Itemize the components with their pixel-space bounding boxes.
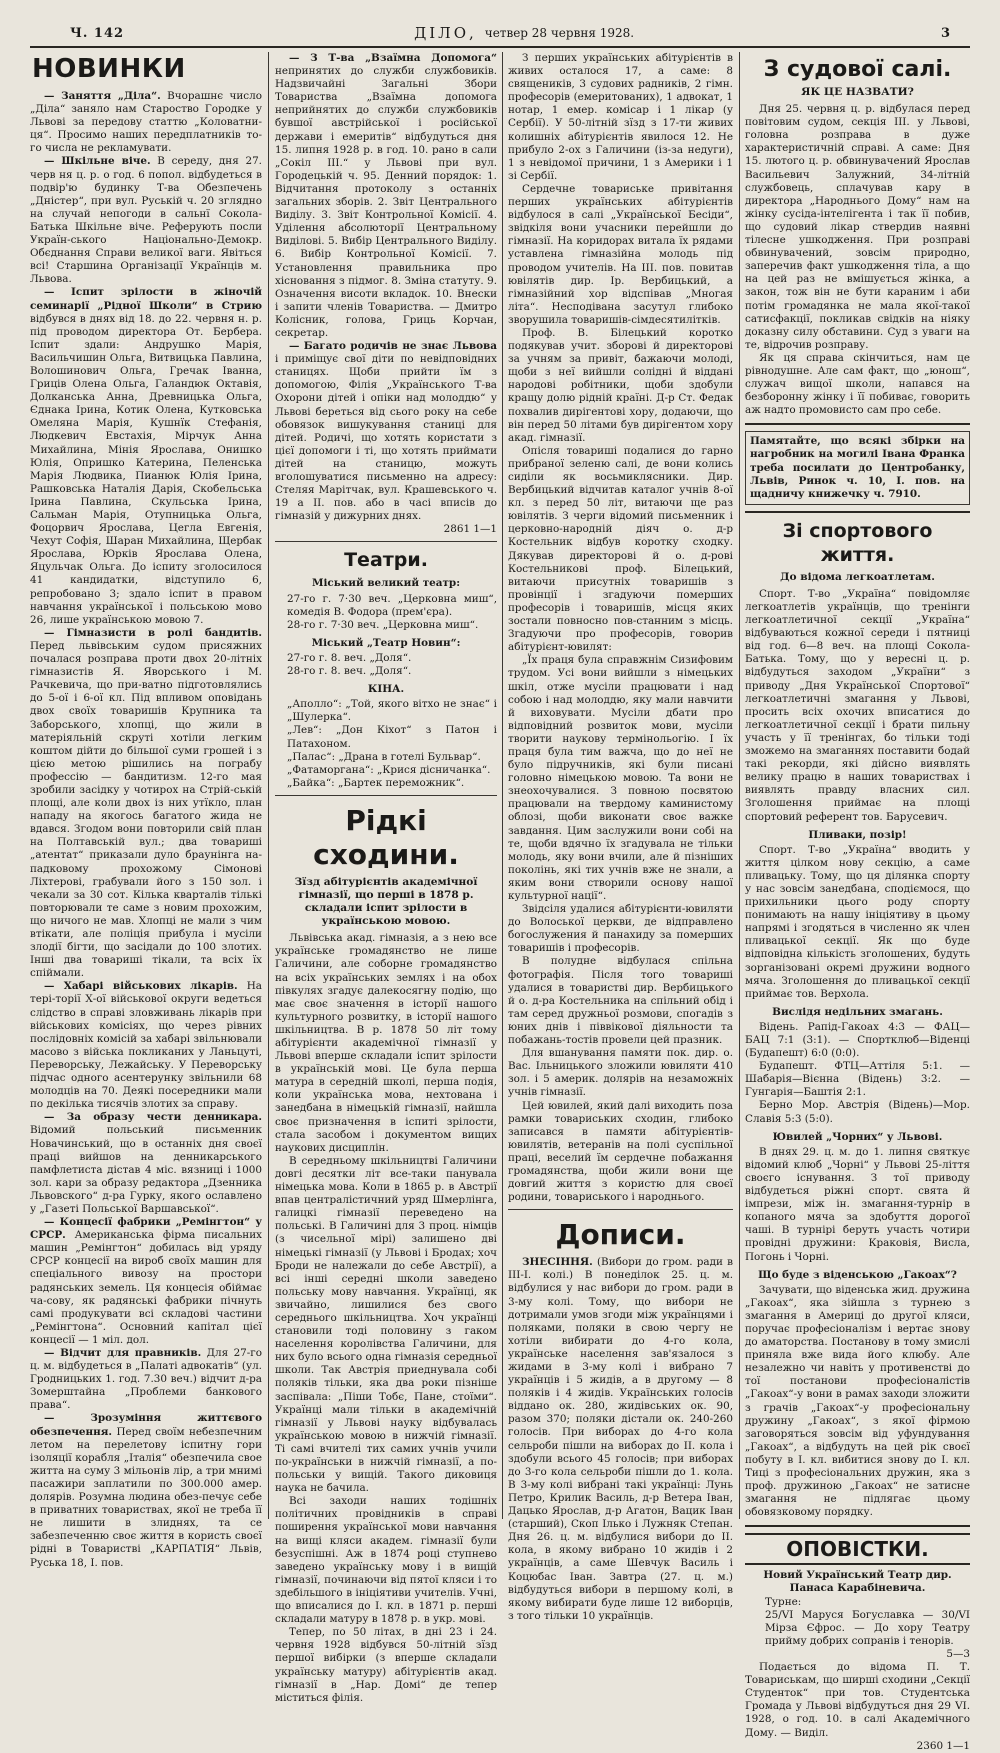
hakoah-subheading: Що буде з віденською „Гакоах“?: [758, 1268, 957, 1281]
divider: [508, 1209, 733, 1210]
news-item: [30, 90, 262, 155]
news-item-title: — Зрозуміння життєвого обезпечення.: [30, 1412, 262, 1438]
news-item-text: непринятих до служби службовиків. Надзвичайні Загальні Збори Товариства „Взаїмна допомога неприйнятих до служби службовиків бувшої австрійської і російської держави і емеритів“ відбудуться дня 15. липня 1928 р. в год. 10. рано в сали „Сокіл ІІІ.“ у Львові при вул. Городецькій ч. 95. Денний порядок: 1. Відчитання протоколу з останніх загальних зборів. 2. Звіт Центрального Виділу. 3. Звіт Контрольної Комісії. 4. Уділення абсолюторії Центральному Виділові. 5. Вибір Центрального Виділу. 6. Вибір Контрольної Комісії. 7. Установлення правильника про хісновання з підмог. 8. Зміна статуту. 9. Означення висоти вкладок. 10. Внески і запити членів Товариства. — Дмитро Колісник, голова, Гриць Корчан, секретар.: [275, 65, 497, 339]
news-item-text: відбувся в днях від 18. до 22. червня н. р. під проводом директора От. Бербера. Іспит здали: Андрушко Марія, Васильчишин Ольга, Витвицька Павлина, Волошинович Ольга, Гречак Іванна, Гриців Олена Ольга, Галандюк Октавія, Долканська Анна, Древницька Ольга, Єднака Ірина, Котик Олена, Кутковська Омеляна Марія, Кушнїк Стефанія, Людкевич Евстахія, Мірчук Анна Михайлина, Мінія Ярослава, Онишко Юлія, Опришко Катерина, Пеленська Марія Людвика, Пианюк Юлія Ірина, Рашковська Наталія Дарія, Скобельська Ірина Павлина, Скульська Ірина, Сальман Марія, Отупницька Ольга, Фоцорвич Ярослава, Цегла Евгенія, Чехут Софія, Шаран Михайлина, Щербак Ярослава, Юрків Ярослава Олена, Яцульчак Ольга. До іспиту зголосилося 41 кандидатки, відступило 6, репробовано 3; здало іспит в правом навчання української і польською мово 26, лише українською мовою 7.: [30, 312, 262, 626]
report-place: ЗНЕСІННЯ.: [522, 1256, 593, 1269]
column-two: [275, 52, 497, 1704]
news-item-text: Для 27-го ц. м. відбудеться в „Палаті адвокатів“ (ул. Гродницьких 1. год. 7.30 веч.) відчит д-ра Зомерштайна „Проблеми банкового права“.: [30, 1347, 262, 1412]
court-paragraph: Дня 25. червня ц. р. відбулася перед повітовим судом, секція ІІІ. у Львові, головна розправа в дуже характеристичній справі. А саме: Дня 15. лютого ц. р. обвинувачений Ярослав Васильевич Залужний, 34-літній службовець, сплачував кару в директора „Народнього Дому“ нам на жінку сусіда-інтелігента і так її побив, що судовий лікар ствердив наявні тілесне ушкодження. При розправі обвинувачений, зовсім природно, заперечив факт ушкодження тіла, а що на цей раз не вмішується жінка, а закон, тож він не бути караним і аби потім громадянка не мала якої-такої сатисфакції, покликав свідків на ніяку доказну силу обставини. Суд з уваги на те, відрочив розправу.: [745, 103, 970, 351]
court-subheading: ЯК ЦЕ НАЗВАТИ?: [801, 86, 914, 98]
divider: [275, 795, 497, 796]
column-news: [30, 52, 263, 1569]
news-items-cont: [275, 52, 497, 523]
article-paragraph: Проф. В. Білецький коротко подякував учит. зборові й директорові за учням за привіт, бажаючи молоді, щоби з неї вийшли солідні й віддані народові робітники, щоби здобули кращу долю рідній країні. Д-р Ст. Федак похвалив дирігентові хору, додаючи, що він перед 50 літами був дирігентом хору акад. гімназії.: [508, 326, 733, 444]
news-item: [275, 52, 497, 340]
section-heading-notices: ОПОВІСТКИ.: [745, 1533, 970, 1565]
article-paragraph: „Їх праця була справжнім Сизифовим трудом. Усі вони вийшли з німецьких шкіл, отже мусіли працювати і над собою і над молоддю, яку мали навчити й виховувати. Мусіли дбати про відповідний розвиток мови, мусіли творити наукову термінольогію. І їх праця була тим важча, що до неї не було підручників, які були писані головно німецькою мовою. Та вони не знеохочувалися. З повною посвятою працювали на твердому каминистому облозі, щоби виконати своє важке завдання. Цим заслужили вони собі на те, щоби вдячно їх згадувала не тільки молодь, яку вони вчили, але й пізніших поколінь, які тих учнів вже не знали, а яким вони створили основу нашої культурної нації“.: [508, 654, 733, 902]
student-notice: Подається до відома П. Т. Товариськам, що ширші сходини „Секції Студенток“ при тов. Студентська Громада у Львові відбудуться дня 29 VI. 1928, о год. 10. в салі Академічного Дому. — Виділ.: [745, 1661, 970, 1739]
article-paragraph: Для вшанування памяти пок. дир. о. Вас. Ільницького зложили ювиляти 410 зол. і 5 америк. долярів на незаможніх учнів гімназії.: [508, 1047, 733, 1099]
report-text: (Вибори до гром. ради в ІІІ-І. колі.) В понеділок 25. ц. м. відбулися у нас вибори до гром. ради в 3-му колі. Тому, що вибори не дотримали умов згоди між українцями і поляками, поляки в свою чергу не хотіли вибирати до 4-го кола, українське населення зав'язалося з жидами в 3-му колі і вибрано 7 українців і 5 жидів, а в другому — 8 поляків і 4 жидів. Українських голосів віддано ок. 280, жидівських ок. 90, разом 370; поляки дістали ок. 240-260 голосів. При виборах до 4-го кола сельроби пішли на виборах до ІІ. кола і здобули всього 45 голосів; при виборах до 3-го кола сельроби пішли до 1. кола. В 3-му колі вибрані такі українці: Лунь Петро, Крилик Василь, д-р Ветера Іван, Дацько Ярослав, д-р Агатон, Вацик Іван (старший), Скоп Ілько і Лужняк Степан. Дня 26. ц. м. відбулися вибори до ІІ. кола, в якому вибрано 10 жидів і 2 українців, а саме Шевчук Василь і Коцюбас Іван. Завтра (27. ц. м.) відбудуться вибори в першому колі, в якому вибирати буде лише 12 виборців, з того тільки 10 українців.: [508, 1256, 733, 1622]
news-item-title: — Іспит зрілости в жіночій семинарії „Рідної Школи“ в Стрию: [30, 286, 262, 312]
news-item: [30, 1216, 262, 1347]
listing-line: „Палас“: „Драна в готелі Бульвар“.: [287, 750, 481, 763]
article-paragraph: В середньому шкільництві Галичини довгі десятки літ все-таки панувала німецька мова. Коли в 1865 р. в Австрії впав централістичний уряд Шмерлінга, галицкі гімназії переведено на польські. В Галичині для 3 проц. німців (з чисельної мірі) залишено дві німецькі гімназії (у Львові і Бродах; хоч Броди не належали до себе Австрії), а всі інші середні школи заведено польську мову навчання. Українці, як звичайно, лишилися без свого середнього шкільництва. Хоч українці становили тоді половину з гаком населення королівства Галичини, для них було всього одна гімназія середньої школи. Так Австрія приеднувала собі поляків тільки, яка два роки пізніше заспівала: „Піши Тобє, Пане, стоїми“. Українці мали тільки в академічній гімназії у Львові науку відбувалась українською мовою в нижчій гімназії. Ті самі вчителі тих самих учнів учили по-українськи в нижчій гімназії, а по-польськи у вищій. Такого диковиця наука не бачила.: [275, 1154, 497, 1495]
news-item: [30, 1412, 262, 1569]
news-item: [275, 340, 497, 523]
news-item: [30, 1347, 262, 1412]
theatre-notice-title: Новий Український Театр дир. Панаса Карабіневича.: [763, 1569, 952, 1595]
issue-number: Ч. 142: [70, 25, 125, 41]
column-four: [745, 52, 970, 1752]
article-paragraph: Всі заходи наших тодішніх політичних провідників в справі поширення української мови навчання на вищі кляси академ. гімназії були безуспішні. Аж в 1874 році ступнево заведено українську мову і в вищій гімназії, починаючи від пятої кляси і то здебільшого в ініціятиви учителів. Учні, що вписалися до І. кл. в 1871 р. перші складали матуру в 1878 р. в укр. мові.: [275, 1495, 497, 1626]
result-line: Будапешт. ФТЦ—Аттіля 5:1. — Шабарія—Вієнна (Відень) 3:2. — Гунгарія—Баштія 2:1.: [745, 1060, 970, 1099]
article-paragraph: Звідсіля удалися абітурієнти-ювиляти до Волоської церкви, де відправлено богослужения й панахиду за померших товаришів і професорів.: [508, 903, 733, 955]
news-item-title: — Шкільне віче.: [44, 155, 151, 168]
results-list: [745, 1021, 970, 1126]
result-line: Відень. Рапід-Гакоах 4:3 — ФАЦ—БАЦ 7:1 (3:1). — Спортклюб—Віденці (Будапешт) 6:0 (0:0).: [745, 1020, 970, 1060]
article-paragraph: Тепер, по 50 літах, в дні 23 і 24. червня 1928 відбувся 50-літній зїзд першої вибірки (з вперше складали українську матуру) абітурієнтів акад. гімназії в „Нар. Домі“ де тепер міститься філія.: [275, 1626, 497, 1704]
listing-line: „Аполло“: „Той, якого вітхо не знає“ і „Шулерка“.: [287, 698, 497, 724]
news-item-text: На тері-торії Х-ої військової округи ведеться слідство в справі зловживань лікарів при військових комісіях, що через рівних послідовніх комісій за хабарі звільнювали масово з війська покликаних у Ланьцуті, Переворську, Лежайську. У Переворську підчас одного асентерунку звільнили 68 молодців на 70. Деякі посередники мали по декілька тисячів злотих за справу.: [30, 980, 263, 1111]
news-item-title: — За образу чести денникара.: [44, 1111, 262, 1124]
article-paragraph: Львівська акад. гімназія, а з нею все українське громадянство не лише Галичини, але соборне громадянство на всіх українських землях і на обох півкулях згадує далекосягну подію, що має своє значення в історії нашого культурного розвитку, в історії нашого шкільництва. В р. 1878 50 літ тому абітурієнти академічної гімназії у Львові вперше складали іспит зрілости в українській мові. Це була перша матура в середній школі, перша подія, коли українська мова, нехтована і занедбана в німецькій гімназії, найшла своє призначення в іспиті зрілости, стала засобом і документом вищих наукових дисциплін.: [275, 932, 497, 1154]
news-item-text: В середу, дня 27. черв ня ц. р. о год. 6 попол. відбудеться в подвір'ю будинку Т-ва Обезпечень „Дністер“, при вул. Руській ч. 20 зглядно на случай непогоди в сальнї Сокола-Батька Шкільне віче. Реферують посли Україн-ського Національно-Демокр. Обєднання Справи великої ваги. Явіться всі! Старшина Організації Українців м. Львова.: [30, 155, 262, 286]
cinema-subheading: КІНА.: [367, 683, 405, 696]
news-item-title: — Гімназисти в ролі бандитів.: [44, 626, 262, 639]
news-item: [30, 286, 262, 626]
swim-subheading: Пливаки, позір!: [808, 828, 907, 841]
divider: [745, 423, 970, 425]
swim-paragraph: Спорт. Т-во „Україна“ вводить у життя цілком нову секцію, а саме пливацьку. Тому, що ця ділянка спорту у нас зовсім занедбана, сподіємося, що прихильники цього роду спорту понимають на нашу ініціятиву в цьому напрямі і згодяться в численно як член пливацької секції. Як що буде відповідна кількість зголошених, будуть зорганізовані окремі дружини водного мяча. Зголошення до пливацької секції приймає тов. Верхола.: [745, 843, 970, 1000]
news-item-text: Американська фірма писальних машин „Ремінгтон“ добилась від уряду СРСР концесії на вироб своїх машин для спеціального вивозу на простори радянських земель. Ця концесія обіймає ча-сову, як радянські фабрики пічнуть самі продукувати всі складові частини „Ремінгтона“. Основний капітал цієї концесії — 1 міл. дол.: [30, 1229, 262, 1346]
notice-signature: 5—3: [946, 1647, 970, 1660]
listing-line: 28-го г. 7·30 веч. „Церковна миш“.: [287, 618, 479, 631]
section-heading-court: З судової салі.: [763, 57, 952, 82]
theatre-new-subheading: Міський „Театр Новин“:: [311, 636, 461, 649]
article-heading-rare-meeting: Рідкі сходини.: [313, 803, 459, 871]
news-item: [30, 155, 262, 286]
divider: [275, 541, 497, 542]
section-heading-theatres: Театри.: [344, 549, 428, 572]
column-divider: [502, 52, 503, 1519]
listing-line: „Фатаморгана“: „Крися дісничанка“.: [287, 763, 491, 776]
article-paragraph: В полудне відбулася спільна фотографія. Після того товариші удалися в товаристві дир. Вербицького й о. д-ра Костельника на спільний обід і там серед дружньої розмови, спогадів з юних днів і піввікової діяльности та побажань-тостів провели цей празник.: [508, 955, 733, 1047]
listing-line: „Байка“: „Бартек переможник“.: [287, 776, 465, 789]
sport-subheading: До відома легкоатлетам.: [780, 570, 935, 583]
issue-date: четвер 28 червня 1928.: [484, 26, 635, 40]
news-item-text: Вчорашнє число „Діла“ заняло нам Староство Городке у Львові за передову статтю „Коловатни-ця“. Просимо наших передплатників то-го числа не рекламувати.: [30, 90, 262, 155]
listing-line: 27-го г. 8. веч. „Доля“.: [287, 651, 412, 664]
news-item-title: — З Т-ва „Взаїмна Допомога“: [289, 52, 497, 64]
news-item-text: Перед львівським судом присяжних почалася розправа проти двох 20-літніх гімназистів Я. Яворського і М. Рачкевича, що при-ватно підготовлялись до 5-ої і 6-ої кл. Під впливом оповідань двох своїх товаришів Крупника та Заборського, хлопці, що жили в матеріяльній скруті хотіли легким коштом дійти до більшої суми грошей і з цією метою рішились на пограбу профессію — бандитизм. 12-го мая зробили засідку у чотирох на Стрій-ській площі, але коли двох із них утїкло, план нападу на якогось багатого жида не вдався. Згодом вони повторили свій план на Полтавській вул.; два товариші „атентат“ приказали дуло браунінга на-падковому прохожому Сімонові Ліхтерові, грабували його з 150 зол. і чекали за 30 сот. Кілька кварталів тількі повторювали те саме з новим прохожим, що ничого не мав. Хлопці не мали з чим втікати, але поліція прибула і мусіли злодії бігти, що засідали до 100 злотих. Інші два товариші тікали, та всіх їх спіймали.: [30, 639, 262, 980]
article-body: [275, 932, 497, 1705]
article-body-cont: [508, 52, 733, 1204]
theatre-city-listing: [275, 593, 497, 632]
article-paragraph: Цей ювилей, який далі виходить поза рамки товариських сходин, глибоко записався в памяти абітурієнтів-ювилятів, ветеранів на полі суспільної праці, веселий їм сердечне побажання громадянства, щоби жили вони ще довгий життя з користю для своєї родини, товариського і народнього.: [508, 1099, 733, 1204]
newspaper-title: ДІЛО,: [414, 24, 477, 42]
news-item-text: Перед своїм небезпечним летом на перелетову іспитну гори ізоляції корабля „Італія“ обезпечила свое житта на суму 3 мільонів лір, а три мнимі пасажири заплатили по 300.000 амер. долярів. Розумна людина обез-печує себе в приватних товариствах, якої не треба її не лишити в злиднях, та се забезпеченню своє життя в користь своєї рідні в Товаристві „КАРПАТІЯ“ Львів, Руська 18, І. пов.: [30, 1425, 262, 1569]
sport-paragraph: Спорт. Т-во „Україна“ повідомляє легкоатлетів українців, що тренінги легкоатлетичної секції „Україна“ відбуваються кожної середи і пятниці від год. 6—8 веч. на площі Сокола-Батька. Тому, що у вересні ц. р. відбудуться заходом „України“ з приводу „Дня Української Спортової“ легкоатлетичні змагання у Львові, просить всіх охочих вписатися до легкоатлетичної секції і брати пильну участь у її тренінгах, бо тільки тоді зможемо на змаганнях поставити бодай такі рекорди, які дійсно виявлять велику працю в наших товариствах і виявлять правду власних сил. Зголошення приймає на площі спортовий референт тов. Барусевич.: [745, 587, 970, 823]
column-divider: [268, 52, 269, 1519]
article-paragraph: З перших українських абітурієнтів в живих осталося 17, а саме: 8 священиків, 3 судових радників, 2 гімн. професорів (емеритованих), 1 адвокат, 1 нотар, 1 емер. комісар і 1 лікар (у Сербії). У 50-літній зїзд з 17-ти живих колишніх абітурієнтів явилося 12. Не прибуло 2-ох з Галичини (із-за недуги), 1 з невідомої причини, 1 з Америки і 1 зі Сербії.: [508, 52, 733, 182]
column-divider: [739, 52, 740, 1519]
listing-line: 27-го г. 7·30 веч. „Церковна миш“, комедія В. Фодора (прем'єра).: [287, 592, 497, 618]
result-line: Берно Мор. Австрія (Відень)—Мор. Славія 5:3 (5:0).: [745, 1099, 970, 1125]
court-article-body: [745, 103, 970, 417]
page-number: 3: [940, 25, 950, 41]
jubilee-paragraph: В днях 29. ц. м. до 1. липня святкує відомий клюб „Чорні“ у Львові 25-ліття своєго існування. З тої приводу відбудеться ріжні спорт. свята й імпрези, між ін. змагання-турнір в копаного мяча за здобуття дорогої чаші. В турнірі беруть участь чотири провідні дружини: Краковія, Висла, Погонь і Чорні.: [745, 1145, 970, 1263]
listing-line: „Лев“: „Дон Кіхот“ з Патон і Патахоном.: [287, 724, 497, 750]
results-subheading: Вислідя недільних змагань.: [772, 1005, 943, 1018]
notice-signature: 2861 1—1: [443, 523, 497, 536]
article-subheading: Зїзд абітурієнтів академічної гімназії, що перші в 1878 р. складали іспит зрілости в українською мовою.: [294, 875, 478, 928]
divider: [745, 511, 970, 513]
column-three: [508, 52, 733, 1622]
news-item-title: — Заняття „Діла“.: [44, 90, 161, 102]
theatre-new-listing: [275, 652, 497, 678]
tour-label: Турне:: [765, 1595, 802, 1608]
section-heading-sport: Зі спортового життя.: [782, 519, 933, 566]
listing-line: 28-го г. 8. веч. „Доля“.: [287, 665, 412, 678]
news-item-title: — Відчит для правників.: [44, 1347, 202, 1359]
theatre-city-subheading: Міський великий театр:: [311, 577, 461, 590]
article-paragraph: Сердечне товариське привітання перших українських абітурієнтів відбулося в салі „Української Бесіди“, звідкіля вони учасники перейшли до гімназії. На коридорах витала їх рядами уставлена гімназійна молодь під проводом учителів. На ІІІ. пов. повитав ювілятів дир. Ір. Вербицький, а гімназійний хор відспівав „Многая літа“. Несподівана засутул глибоко зворушила товаришів-сімдесятилітків.: [508, 182, 733, 326]
grave-fund-notice: Памятайте, що всякі збірки на нагробник на могилі Івана Франка треба посилати до Центробанку, Львів, Ринок ч. 10, І. пов. на щадничу книжечку ч. 7910.: [745, 431, 970, 504]
news-items: [30, 90, 262, 1570]
section-heading-reports: Дописи.: [555, 1218, 686, 1252]
news-item: [30, 980, 262, 1111]
section-heading-news: НОВИНКИ: [32, 54, 186, 84]
jubilee-subheading: Ювилей „Чорних“ у Львові.: [772, 1130, 943, 1143]
news-item-title: — Концесії фабрики „Ремінгтон“ у СРСР.: [30, 1216, 262, 1242]
hakoah-paragraph: Зачувати, що віденська жид. дружина „Гакоах“, яка зійшла з турнею з змагання в Америці до другої кляси, поручає професіоналізм і вертає знову до аматорства. Постанову в тому змислі приняла вже вида його клюбу. Але незалежно чи навіть у противенстві до тої постанови професіоналістів „Гакоах“-у вони в рамах заходи зложити з грачів „Гакоах“-у професіональну дружину „Гакоах“, з якої фірмою заговоряться зовсім від уфундування „Гакоах“, а відбудуть на цей рік своєї побуту в І. кл. вибитися знову до І. кл. Тиці з професіональних дружин, яка з проф. дружиною „Гакоах“ не затисне змагання не підлягає цьому обовязковому порядку.: [745, 1283, 970, 1519]
news-item: [30, 1111, 262, 1216]
cinema-listing: [275, 698, 497, 790]
report-paragraph: [508, 1256, 733, 1623]
tour-notice: 25/VI Маруся Богуславка — 30/VI Мірза Єфрос. — До хору Театру прийму добрих сопранів і тенорів.: [765, 1608, 970, 1647]
masthead-rule: [30, 46, 970, 48]
news-item: [30, 627, 262, 981]
divider: [745, 1525, 970, 1527]
notice-signature: 2360 1—1: [916, 1739, 970, 1752]
court-paragraph: Як ця справа скінчиться, нам це рівнодушне. Але сам факт, що „юнош“, служач вищої школи, напався на безборонну жінку і її побиває, говорить аж надто промовисто сам про себе.: [745, 351, 970, 417]
news-item-title: — Багато родичів не знає Львова: [289, 340, 497, 353]
news-item-text: і приміщує свої діти по невідповідних станицях. Щоби прийти їм з допомогою, Філія „Українського Т-ва Охорони дітей і опіки над молоддю“ у Львові береться від сього року на себе обовязок вишукування станиці для дітей. Родичі, що хотять користати з цієї допомоги і ті, що хотять приймати дітей на станицю, можуть вголошуватися письменно на адресу: Стеляя Марітчак, вул. Крашевського ч. 19 а ІІ. пов. або в часі вписів до гімназій у дижурних днях.: [275, 353, 497, 523]
news-item-text: Відомий польський письменник Новачинський, що в останніх дня своєї праці вийшов на денникарського памфлетиста дістав 4 міс. вязниці і 1000 зол. кари за образу редактора „Дзенника Львовского“ д-ра Гурку, якого ославлено у „Газеті Польської Варшавської“.: [30, 1124, 262, 1215]
masthead: [70, 22, 950, 44]
news-item-title: — Хабарі військових лікарів.: [44, 980, 238, 993]
article-paragraph: Опісля товариші подалися до гарно прибраної зеленю салі, де вони колись сиділи як восьмиклясники. Дир. Вербицький відчитав каталог учнів 8-ої кл. з перед 50 літ, витаючи ще раз ювілятів. З черги відомий письменник і церковно-народній діяч о. д-р Костельник відбув коротку сходку. Дякував директорові й о. д-рові Костельникові проф. Білецький, витаючи присутніх товаришів з провінції і згадуючи померших професорів і товаришів, місця яких зостали повносно пов-станним з місць. Згадуючи про професорів, говорив абітурієнт-ювилят:: [508, 444, 733, 654]
